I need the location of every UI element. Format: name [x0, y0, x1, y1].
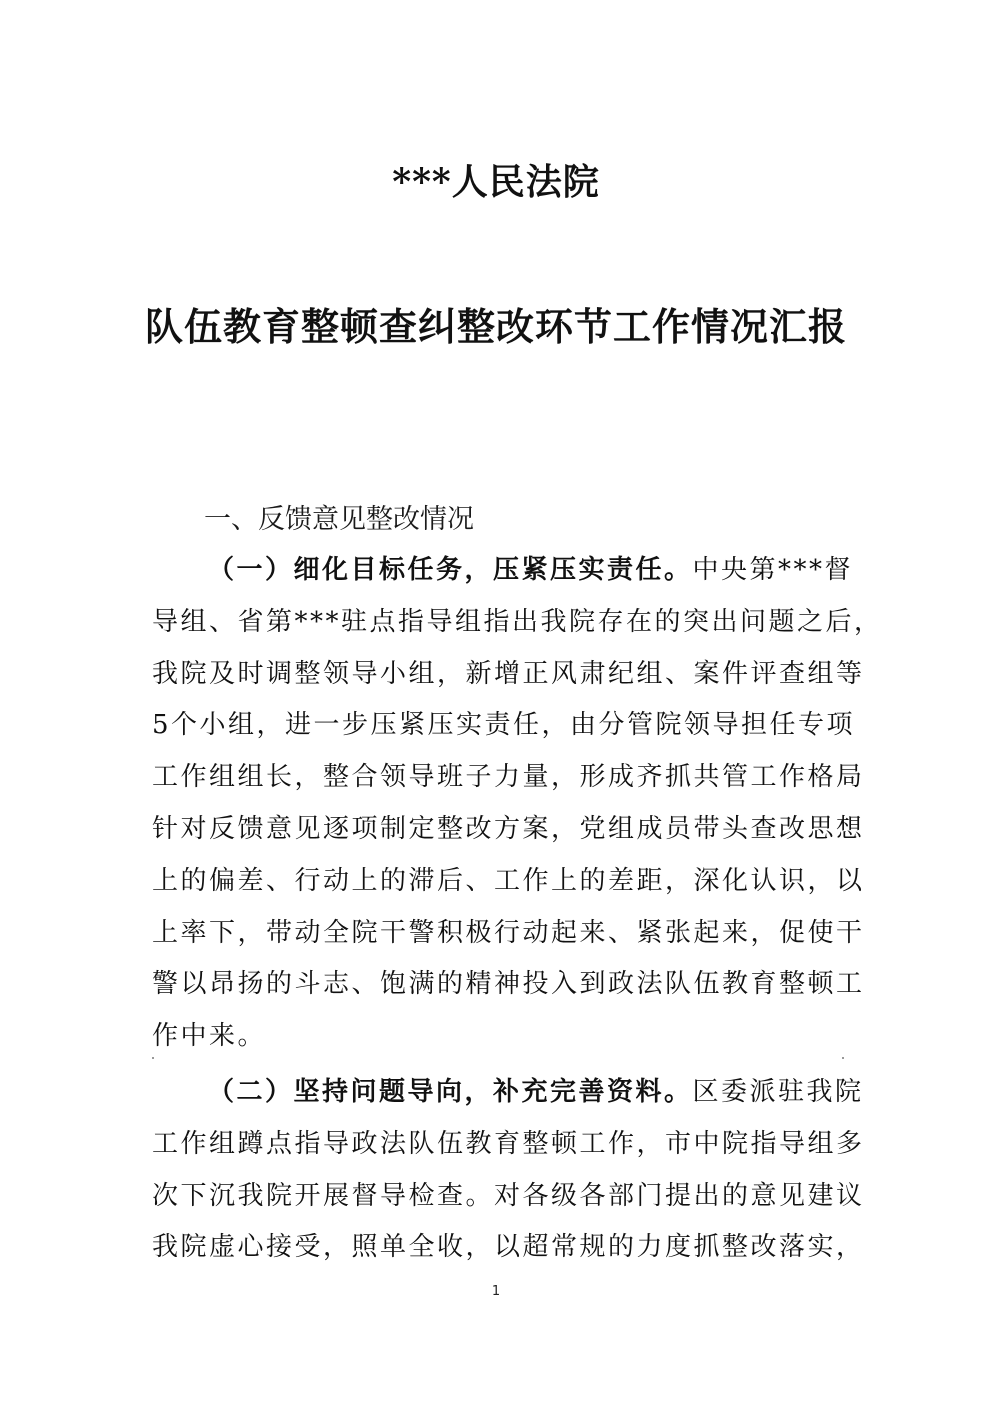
paragraph-2	[152, 1067, 865, 1274]
paragraph-line: 我院及时调整领导小组，新增正风肃纪组、案件评查组等	[152, 658, 865, 689]
margin-mark	[152, 1057, 154, 1059]
paragraph-line: 上的偏差、行动上的滞后、工作上的差距，深化认识，以	[152, 865, 865, 896]
paragraph-line: 警以昂扬的斗志、饱满的精神投入到政法队伍教育整顿工	[152, 969, 865, 1000]
paragraph-1	[152, 545, 883, 1063]
paragraph-line: 作中来。	[152, 1021, 267, 1052]
section-heading: 一、反馈意见整改情况	[204, 504, 474, 535]
paragraph-text: 中央第***督	[692, 555, 854, 585]
paragraph-lead: （一）细化目标任务，压紧压实责任。	[208, 555, 693, 585]
paragraph-line: 导组、省第***驻点指导组指出我院存在的突出问题之后，	[152, 606, 883, 637]
paragraph-lead: （二）坚持问题导向，补充完善资料。	[208, 1077, 693, 1107]
document-title: 队伍教育整顿查纠整改环节工作情况汇报	[144, 304, 847, 349]
paragraph-line: 针对反馈意见逐项制定整改方案，党组成员带头查改思想	[152, 813, 865, 844]
organization-title: ***人民法院	[392, 161, 600, 203]
paragraph-line: 上率下，带动全院干警积极行动起来、紧张起来，促使干	[152, 917, 865, 948]
margin-mark	[842, 1057, 844, 1059]
paragraph-line: 5个小组，进一步压紧压实责任，由分管院领导担任专项	[152, 710, 856, 741]
paragraph-line: 工作组组长，整合领导班子力量，形成齐抓共管工作格局	[152, 762, 865, 793]
paragraph-text: 区委派驻我院	[692, 1077, 864, 1107]
paragraph-line: 次下沉我院开展督导检查。对各级各部门提出的意见建议	[152, 1180, 865, 1211]
paragraph-line	[152, 545, 852, 597]
page-number: 1	[491, 1284, 501, 1299]
paragraph-line	[152, 1067, 864, 1119]
paragraph-line: 工作组蹲点指导政法队伍教育整顿工作，市中院指导组多	[152, 1128, 865, 1159]
paragraph-line: 我院虚心接受，照单全收，以超常规的力度抓整改落实，	[152, 1232, 865, 1263]
